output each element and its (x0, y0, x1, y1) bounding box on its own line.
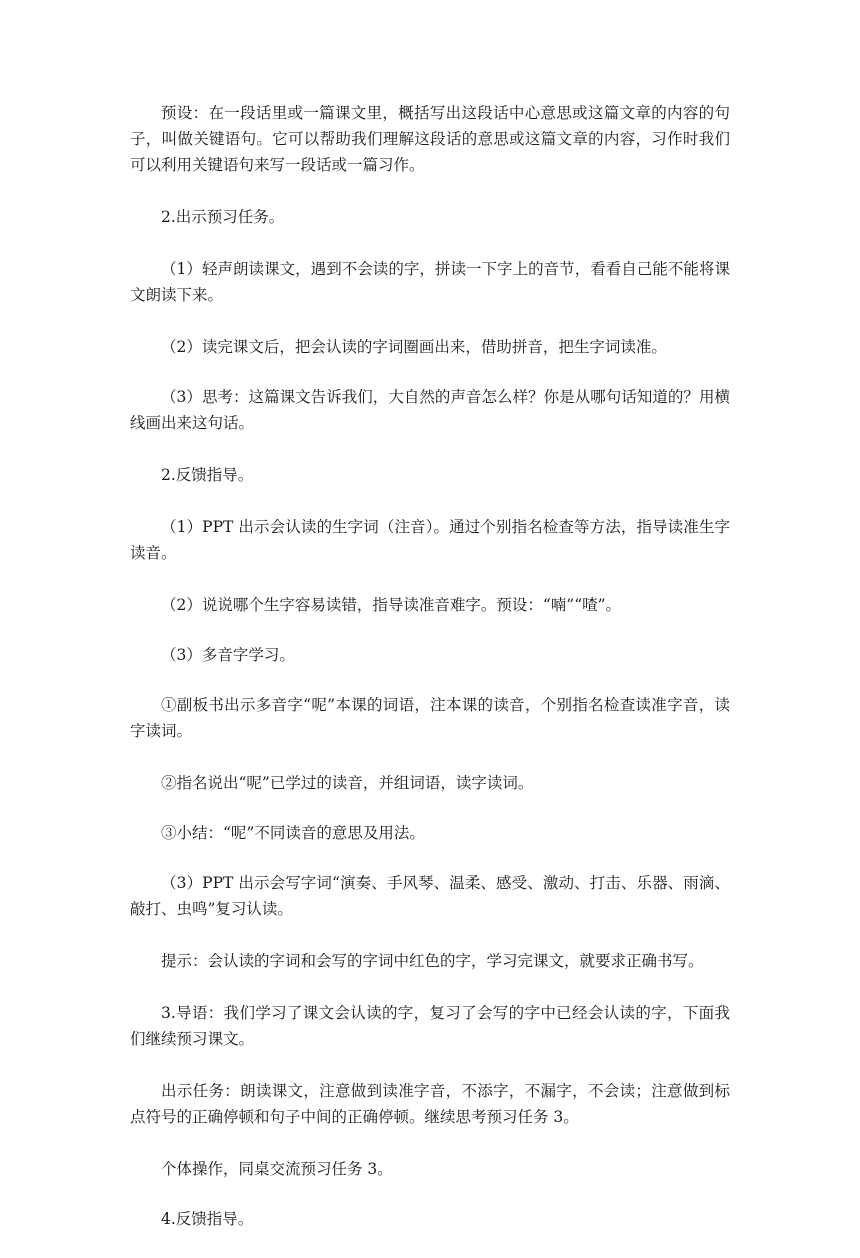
paragraph-task-2: （2）读完课文后，把会认读的字词圈画出来，借助拼音，把生字词读准。 (161, 338, 667, 356)
paragraph-polyphone-heading: （3）多音字学习。 (161, 646, 295, 664)
paragraph-key-sentence-definition: 预设：在一段话里或一篇课文里，概括写出这段话中心意思或这篇文章的内容的句子，叫做关键语句。它可以帮助我们理解这段话的意思或这篇文章的内容，习作时我们可以利用关键语句来写一段话或一篇习作。 (130, 104, 730, 174)
paragraph-polyphone-step-1: ①副板书出示多音字“呢”本课的词语，注本课的读音，个别指名检查读准字音，读字读词。 (130, 696, 730, 740)
paragraph-preview-task-heading: 2.出示预习任务。 (161, 208, 285, 226)
paragraph-pair-discussion: 个体操作，同桌交流预习任务 3。 (161, 1160, 393, 1178)
document-body (130, 100, 730, 1258)
paragraph-guide-intro: 3.导语：我们学习了课文会认读的字，复习了会写的字中已经会认读的字，下面我们继续预习课文。 (130, 1004, 730, 1048)
paragraph-writing-tip: 提示：会认读的字词和会写的字词中红色的字，学习完课文，就要求正确书写。 (161, 952, 704, 970)
paragraph-reading-task: 出示任务：朗读课文，注意做到读准字音，不添字，不漏字，不会读；注意做到标点符号的正确停顿和句子中间的正确停顿。继续思考预习任务 3。 (130, 1082, 730, 1126)
paragraph-feedback-heading-4: 4.反馈指导。 (161, 1210, 254, 1228)
paragraph-polyphone-step-2: ②指名说出“呢”已学过的读音，并组词语，读字读词。 (161, 774, 534, 792)
paragraph-feedback-2: （2）说说哪个生字容易读错，指导读准音难字。预设：“喃”“喳”。 (161, 596, 622, 614)
paragraph-writing-words-review: （3）PPT 出示会写字词“演奏、手风琴、温柔、感受、激动、打击、乐器、雨滴、敲打、虫鸣”复习认读。 (130, 874, 730, 918)
paragraph-task-3: （3）思考：这篇课文告诉我们，大自然的声音怎么样？你是从哪句话知道的？用横线画出来这句话。 (130, 388, 730, 432)
paragraph-polyphone-step-3: ③小结：“呢”不同读音的意思及用法。 (161, 824, 425, 842)
paragraph-feedback-heading: 2.反馈指导。 (161, 466, 254, 484)
paragraph-feedback-1: （1）PPT 出示会认读的生字词（注音）。通过个别指名检查等方法，指导读准生字读音。 (130, 518, 730, 562)
paragraph-task-1: （1）轻声朗读课文，遇到不会读的字，拼读一下字上的音节，看看自己能不能将课文朗读下来。 (130, 260, 730, 304)
